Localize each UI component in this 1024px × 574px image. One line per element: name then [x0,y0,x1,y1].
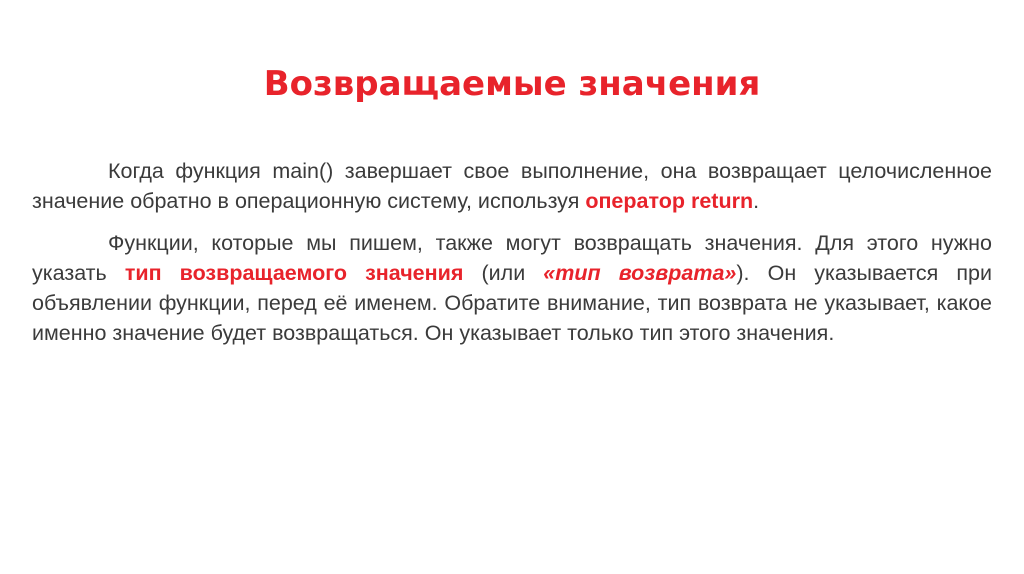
paragraph-text: ). Он указывается при объявлении функции, перед её именем. Обратите внимание, тип возврата не указывает, какое именно значение будет возвращаться. Он указывает только тип этого значения. [32,261,992,345]
highlight-return-value-type: тип возвращаемого значения [124,261,464,285]
highlight-return-operator: оператор return [585,189,754,213]
paragraph-main-return [32,156,992,216]
paragraph-return-type [32,228,992,348]
paragraph-text: (или [463,261,544,285]
paragraph-text: . [753,189,760,213]
slide-title: Возвращаемые значения [263,64,761,104]
highlight-return-type: «тип возврата» [543,261,737,285]
paragraph-text: Когда функция main() завершает свое выполнение, она возвращает целочисленное значение обратно в операционную систему, используя [32,159,992,213]
slide-content [32,156,992,360]
paragraph-text: Функции, которые мы пишем, также могут возвращать значения. Для этого нужно указать [32,231,992,285]
